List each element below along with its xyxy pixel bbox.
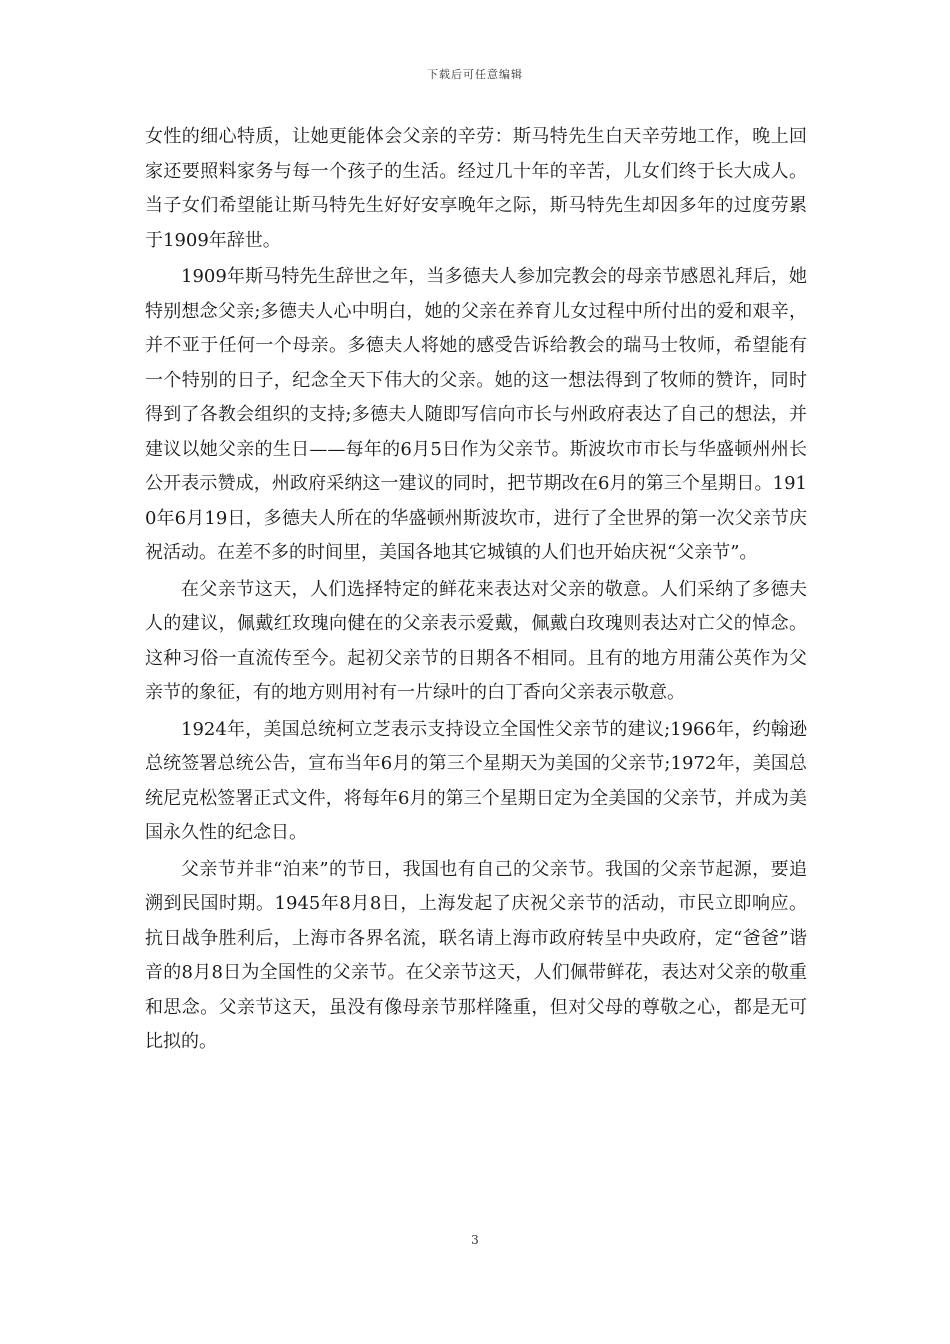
paragraph-continuation: 女性的细心特质，让她更能体会父亲的辛劳：斯马特先生白天辛劳地工作，晚上回家还要照料家务与每一个孩子的生活。经过几十年的辛苦，儿女们终于长大成人。当子女们希望能让斯马特先生好好安享晚年之际，斯马特先生却因多年的过度劳累于1909年辞世。: [145, 126, 807, 251]
header-note: 下载后可任意编辑: [427, 68, 523, 81]
paragraph-dodd-proposal: 1909年斯马特先生辞世之年，当多德夫人参加完教会的母亲节感恩礼拜后，她特别想念父亲;多德夫人心中明白，她的父亲在养育儿女过程中所付出的爱和艰辛，并不亚于任何一个母亲。多德夫人将她的感受告诉给教会的瑞马士牧师，希望能有一个特别的日子，纪念全天下伟大的父亲。她的这一想法得到了牧师的赞许，同时得到了各教会组织的支持;多德夫人随即写信向市长与州政府表达了自己的想法，并建议以她父亲的生日——每年的6月5日作为父亲节。斯波坎市市长与华盛顿州州长公开表示赞成，州政府采纳这一建议的同时，把节期改在6月的第三个星期日。1910年6月19日，多德夫人所在的华盛顿州斯波坎市，进行了全世界的第一次父亲节庆祝活动。在差不多的时间里，美国各地其它城镇的人们也开始庆祝“父亲节”。: [145, 266, 807, 563]
page-number: 3: [471, 1233, 479, 1247]
paragraph-flowers: 在父亲节这天，人们选择特定的鲜花来表达对父亲的敬意。人们采纳了多德夫人的建议，佩戴红玫瑰向健在的父亲表示爱戴，佩戴白玫瑰则表达对亡父的悼念。这种习俗一直流传至今。起初父亲节的日期各不相同。且有的地方用蒲公英作为父亲节的象征，有的地方则用衬有一片绿叶的白丁香向父亲表示敬意。: [145, 578, 807, 703]
paragraph-china-fathers-day: 父亲节并非“泊来”的节日，我国也有自己的父亲节。我国的父亲节起源，要追溯到民国时期。1945年8月8日，上海发起了庆祝父亲节的活动，市民立即响应。抗日战争胜利后，上海市各界名流，联名请上海市政府转呈中央政府，定“爸爸”谐音的8月8日为全国性的父亲节。在父亲节这天，人们佩带鲜花，表达对父亲的敬重和思念。父亲节这天，虽没有像母亲节那样隆重，但对父母的尊敬之心，都是无可比拟的。: [145, 858, 807, 1052]
paragraph-us-history: 1924年，美国总统柯立芝表示支持设立全国性父亲节的建议;1966年，约翰逊总统签署总统公告，宣布当年6月的第三个星期天为美国的父亲节;1972年，美国总统尼克松签署正式文件，将每年6月的第三个星期日定为全美国的父亲节，并成为美国永久性的纪念日。: [145, 718, 807, 843]
document-body: [145, 120, 807, 1060]
